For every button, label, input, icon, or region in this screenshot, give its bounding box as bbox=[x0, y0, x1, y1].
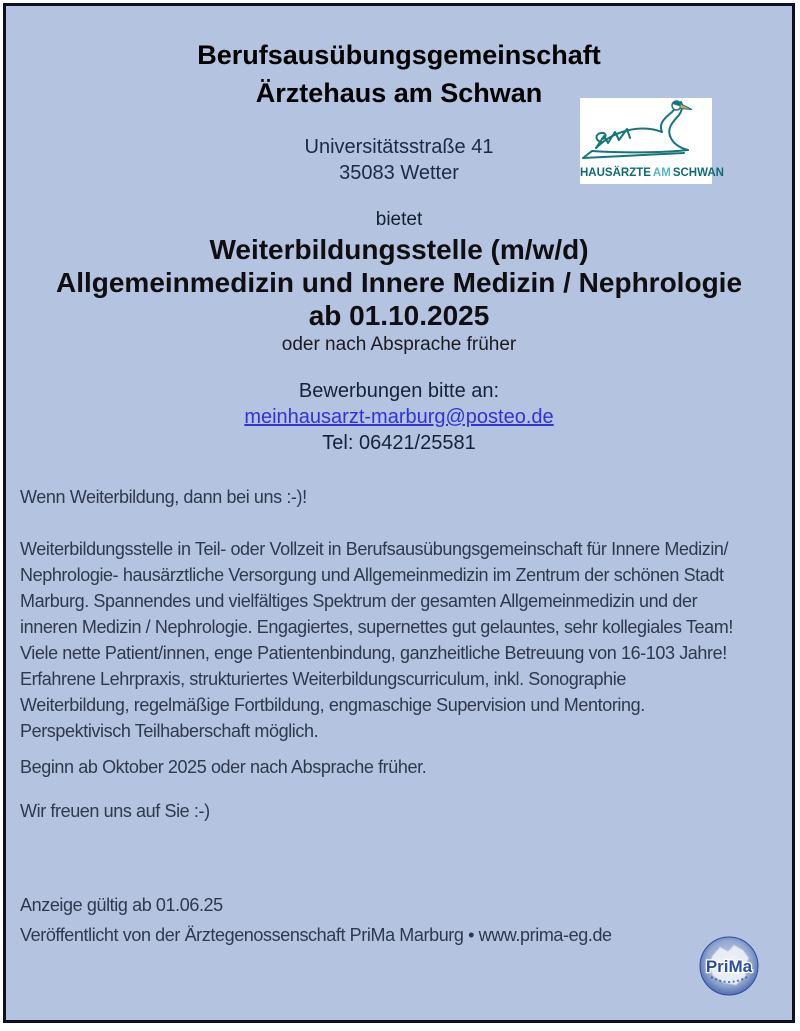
prima-logo-label: PriMa bbox=[705, 957, 753, 976]
job-title-line2: Allgemeinmedizin und Innere Medizin / Nephrologie bbox=[55, 267, 743, 298]
intro-text: Wenn Weiterbildung, dann bei uns :-)! bbox=[20, 487, 307, 507]
description-line: Weiterbildungsstelle in Teil- oder Vollzeit in Berufsausübungsgemeinschaft für Innere Medizin/ bbox=[20, 539, 729, 559]
email-link[interactable]: meinhausarzt-marburg@posteo.de bbox=[244, 406, 554, 428]
start-date-note: oder nach Absprache früher bbox=[281, 334, 517, 355]
address-city: 35083 Wetter bbox=[339, 162, 459, 184]
description-line: Marburg. Spannendes und vielfältiges Spektrum der gesamten Allgemeinmedizin und der bbox=[20, 591, 698, 611]
validity-note: Anzeige gültig ab 01.06.25 bbox=[20, 895, 223, 915]
org-title-line1: Berufsausübungsgemeinschaft bbox=[197, 40, 601, 70]
description-line: Nephrologie- hausärztliche Versorgung und Allgemeinmedizin im Zentrum der schönen Stadt bbox=[20, 565, 724, 585]
apply-label: Bewerbungen bitte an: bbox=[298, 380, 500, 402]
schwan-caption-word3: SCHWAN bbox=[672, 167, 724, 179]
schwan-caption-word1: HAUSÄRZTE bbox=[580, 167, 651, 179]
practice-address bbox=[6, 134, 792, 186]
publisher-line: Veröffentlicht von der Ärztegenossenschaft PriMa Marburg • www.prima-eg.de bbox=[20, 925, 612, 945]
ad-sheet bbox=[3, 3, 795, 1023]
application-contact bbox=[6, 378, 792, 456]
description-line: inneren Medizin / Nephrologie. Engagiertes, supernettes gut gelauntes, sehr kollegiales Team! bbox=[20, 617, 733, 637]
description-line: Viele nette Patient/innen, enge Patientenbindung, ganzheitliche Betreuung von 16-103 Jahre! bbox=[20, 643, 727, 663]
prima-logo bbox=[698, 934, 760, 998]
description-line: Weiterbildung, regelmäßige Fortbildung, engmaschige Supervision und Mentoring. bbox=[20, 695, 645, 715]
job-title-line1: Weiterbildungsstelle (m/w/d) bbox=[209, 234, 589, 265]
offers-label: bietet bbox=[375, 209, 423, 230]
schwan-caption-word2: AM bbox=[652, 167, 671, 179]
org-title-line2: Ärztehaus am Schwan bbox=[255, 78, 543, 108]
description-line: Perspektivisch Teilhaberschaft möglich. bbox=[20, 721, 319, 741]
job-title bbox=[6, 233, 792, 332]
phone-number: Tel: 06421/25581 bbox=[322, 432, 476, 454]
address-street: Universitätsstraße 41 bbox=[304, 136, 494, 158]
job-description bbox=[20, 536, 766, 744]
start-note: Beginn ab Oktober 2025 oder nach Absprache früher. bbox=[20, 757, 427, 777]
description-line: Erfahrene Lehrpraxis, strukturiertes Weiterbildungscurriculum, inkl. Sonographie bbox=[20, 669, 626, 689]
closing-text: Wir freuen uns auf Sie :-) bbox=[20, 801, 210, 821]
job-title-line3: ab 01.10.2025 bbox=[308, 300, 490, 331]
prima-circle-icon bbox=[698, 934, 760, 998]
